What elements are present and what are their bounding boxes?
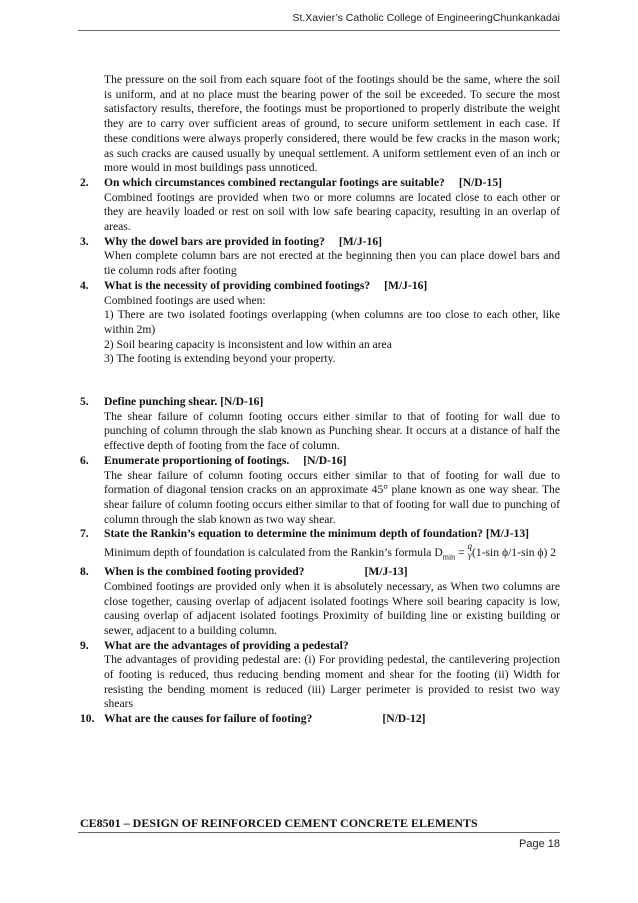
- page-header: St.Xavier’s Catholic College of EngineeringChunkankadai: [292, 12, 560, 24]
- exam-tag: [N/D-16]: [303, 453, 347, 467]
- answer-2: Combined footings are provided when two or more columns are located close to each other or they are heavily loaded or rest on soil with low safe bearing capacity, resulting in an overlap of areas.: [104, 190, 560, 234]
- answer-5: The shear failure of column footing occurs either similar to that of footing for wall due to punching of column through the slab known as Punching shear. It occurs at a distance of half the effective depth of footing from the face of column.: [104, 409, 560, 453]
- question-9: [80, 639, 560, 654]
- question-number: 5.: [80, 395, 89, 409]
- question-text: What is the necessity of providing combined footings?: [104, 278, 371, 292]
- question-number: 9.: [80, 638, 89, 652]
- fraction-denominator: γ: [468, 550, 472, 561]
- question-text: Define punching shear.: [104, 395, 218, 409]
- answer-7: [104, 542, 560, 565]
- exam-tag: [M/J-16]: [384, 278, 428, 292]
- exam-tag: [M/J-16]: [338, 234, 382, 248]
- question-number: 2.: [80, 175, 89, 189]
- answer-8: Combined footings are provided only when it is absolutely necessary, as When two columns are close together, causing overlap of adjacent isolated footings Where soil bearing capacity is low, causing overlap of adjacent isolated footings Proximity of building line or existing building or sewer, adjacent to a building column.: [104, 579, 560, 637]
- question-number: 6.: [80, 453, 89, 467]
- formula-tail: (1-sin ϕ/1-sin ϕ) 2: [472, 546, 557, 560]
- answer-4-line-1: Combined footings are used when:: [104, 293, 266, 307]
- question-number: 7.: [80, 527, 89, 541]
- question-8: [80, 565, 560, 580]
- question-number: 8.: [80, 565, 89, 579]
- header-rule: [78, 30, 560, 31]
- formula-equals: =: [455, 546, 468, 560]
- formula-subscript: min: [442, 552, 456, 562]
- exam-tag: [N/D-12]: [382, 712, 426, 726]
- question-3: [80, 235, 560, 250]
- question-text: Enumerate proportioning of footings.: [104, 453, 290, 467]
- question-6: [80, 454, 560, 469]
- exam-tag: [N/D-16]: [220, 395, 264, 409]
- spacer: [80, 367, 560, 395]
- question-10: [80, 712, 560, 727]
- formula-lead: Minimum depth of foundation is calculated from the Rankin’s formula D: [104, 546, 443, 560]
- question-text: Why the dowel bars are provided in footing?: [104, 234, 325, 248]
- exam-tag: [M/J-13]: [485, 527, 530, 541]
- footer-rule: [78, 832, 560, 833]
- page-number: Page 18: [519, 838, 560, 850]
- question-text: State the Rankin’s equation to determine the minimum depth of foundation?: [104, 527, 483, 541]
- question-number: 10.: [80, 712, 95, 726]
- question-text: On which circumstances combined rectangular footings are suitable?: [104, 175, 445, 189]
- question-text: When is the combined footing provided?: [104, 565, 305, 579]
- question-4: [80, 279, 560, 294]
- question-number: 3.: [80, 234, 89, 248]
- answer-4-line-4: 3) The footing is extending beyond your property.: [104, 352, 336, 366]
- question-5: [80, 395, 560, 410]
- question-2: [80, 176, 560, 191]
- question-number: 4.: [80, 278, 89, 292]
- course-title: CE8501 – DESIGN OF REINFORCED CEMENT CONCRETE ELEMENTS: [80, 816, 478, 830]
- page-body: [80, 73, 560, 727]
- answer-6: The shear failure of column footing occurs either similar to that of footing for wall due to formation of diagonal tension cracks on an approximate 45° plane known as one way shear. The shear failure of column footing occurs either similar to that of footing for wall due to punching of column through the slab known as two way shear.: [104, 468, 560, 526]
- question-text: What are the advantages of providing a pedestal?: [104, 638, 349, 652]
- answer-9: The advantages of providing pedestal are: (i) For providing pedestal, the cantilevering projection of footing is reduced, thus reducing bending moment and shear for the footing (ii) Width for resisting the bending moment is reduced (iii) Larger perimeter is provided to resist two way shears: [104, 653, 560, 711]
- fraction-numerator: q: [467, 541, 473, 552]
- question-text: What are the causes for failure of footing?: [104, 712, 313, 726]
- answer-4-line-2: 1) There are two isolated footings overlapping (when columns are too close to each other, like within 2m): [104, 308, 560, 336]
- exam-tag: [M/J-13]: [364, 565, 408, 579]
- exam-tag: [N/D-15]: [458, 175, 502, 189]
- answer-4-line-3: 2) Soil bearing capacity is inconsistent and low within an area: [104, 337, 392, 351]
- question-7: [80, 527, 560, 542]
- intro-paragraph: The pressure on the soil from each square foot of the footings should be the same, where the soil is uniform, and at no place must the bearing power of the soil be exceeded. To secure the most satisfactory results, therefore, the footings must be proportioned to properly distribute the weight they are to carry over sufficient areas of ground, to secure uniform settlement in each case. If these conditions were always properly considered, there would be few cracks in the mason work; as such cracks are caused usually by unequal settlement. A uniform settlement even of an inch or more would in most buildings pass unnoticed.: [104, 73, 560, 175]
- answer-3: When complete column bars are not erected at the beginning then you can place dowel bars and tie column rods after footing: [104, 249, 560, 278]
